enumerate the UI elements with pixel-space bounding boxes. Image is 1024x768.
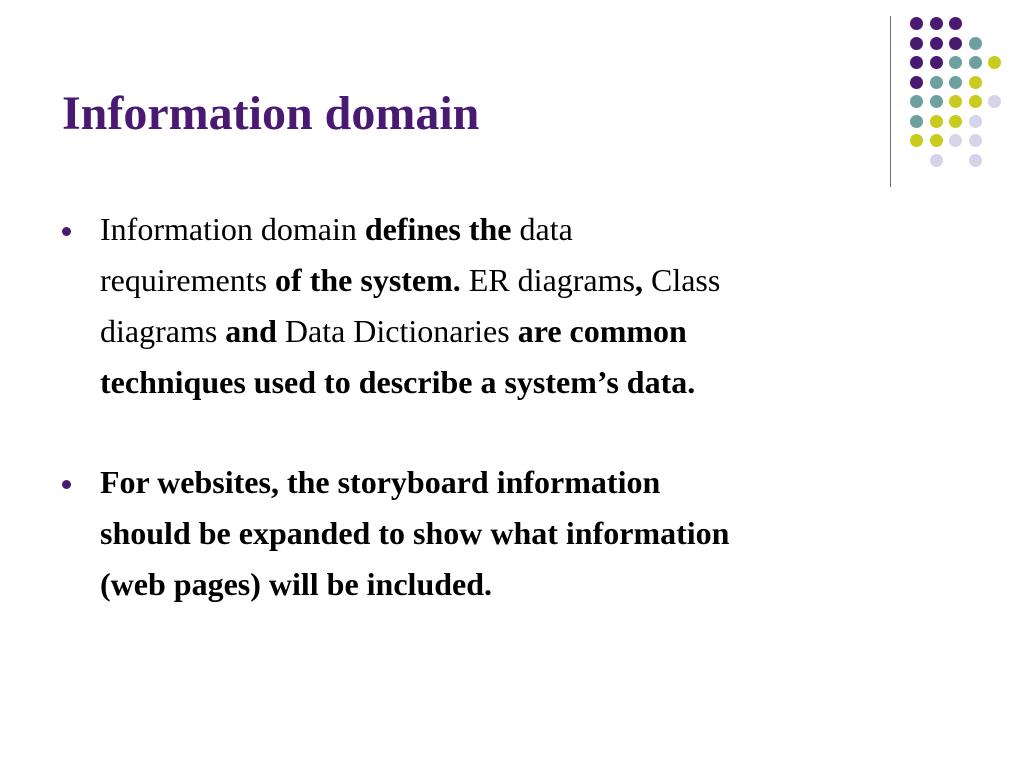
text-run-bold: are common: [517, 313, 687, 349]
text-run: requirements: [100, 262, 276, 298]
text-run: ER diagrams: [460, 262, 635, 298]
text-run: Class: [642, 262, 721, 298]
bullet-list: [62, 204, 952, 610]
decorative-dot: [988, 56, 1001, 69]
text-run-bold: of the system.: [275, 262, 461, 298]
text-run-bold: For websites, the storyboard information: [100, 464, 661, 500]
decorative-dot: [969, 154, 982, 167]
decorative-dot: [969, 134, 982, 147]
decorative-dot: [969, 76, 982, 89]
bullet-item-websites: [62, 457, 952, 610]
decorative-dot: [910, 17, 923, 30]
text-run-bold: ,: [634, 262, 643, 298]
decorative-dot: [930, 76, 943, 89]
decorative-dot: [910, 115, 923, 128]
decorative-dot: [949, 115, 962, 128]
bullet-1-line-2: [100, 255, 952, 306]
title-divider-line: [890, 16, 891, 187]
decorative-dot: [949, 17, 962, 30]
decorative-dot: [930, 17, 943, 30]
decorative-dot: [949, 134, 962, 147]
decorative-dot: [930, 37, 943, 50]
decorative-dot: [910, 134, 923, 147]
bullet-dot-icon: [62, 480, 71, 489]
decorative-dot: [969, 56, 982, 69]
bullet-item-information-domain: [62, 204, 952, 408]
text-run: Information domain: [100, 211, 365, 247]
decorative-dot: [988, 95, 1001, 108]
text-run: Data Dictionaries: [276, 313, 518, 349]
decorative-dot: [910, 37, 923, 50]
decorative-dot: [949, 37, 962, 50]
decorative-dot: [930, 134, 943, 147]
bullet-1-line-1: [100, 204, 952, 255]
bullet-2-line-2: [100, 508, 952, 559]
decorative-dot: [949, 76, 962, 89]
text-run-bold: should be expanded to show what information: [100, 515, 730, 551]
bullet-1-line-3: [100, 306, 952, 357]
slide-title: Information domain: [62, 87, 480, 140]
text-run-bold: techniques used to describe a system’s data.: [100, 364, 696, 400]
decorative-dot: [910, 56, 923, 69]
decorative-dot: [949, 95, 962, 108]
decorative-dot: [910, 95, 923, 108]
decorative-dot: [930, 154, 943, 167]
decorative-dot: [969, 115, 982, 128]
decorative-dot: [910, 76, 923, 89]
bullet-1-line-4: [100, 357, 952, 408]
bullet-2-line-1: [100, 457, 952, 508]
bullet-dot-icon: [62, 227, 71, 236]
decorative-dot: [949, 56, 962, 69]
decorative-dot: [969, 95, 982, 108]
text-run-bold: (web pages) will be included.: [100, 566, 493, 602]
bullet-2-line-3: [100, 559, 952, 610]
decorative-dot: [969, 37, 982, 50]
decorative-dot: [930, 56, 943, 69]
text-run-bold: and: [225, 313, 277, 349]
text-run: diagrams: [100, 313, 226, 349]
decorative-dot: [930, 95, 943, 108]
text-run-bold: defines the: [364, 211, 512, 247]
text-run: data: [511, 211, 573, 247]
decorative-dot: [930, 115, 943, 128]
